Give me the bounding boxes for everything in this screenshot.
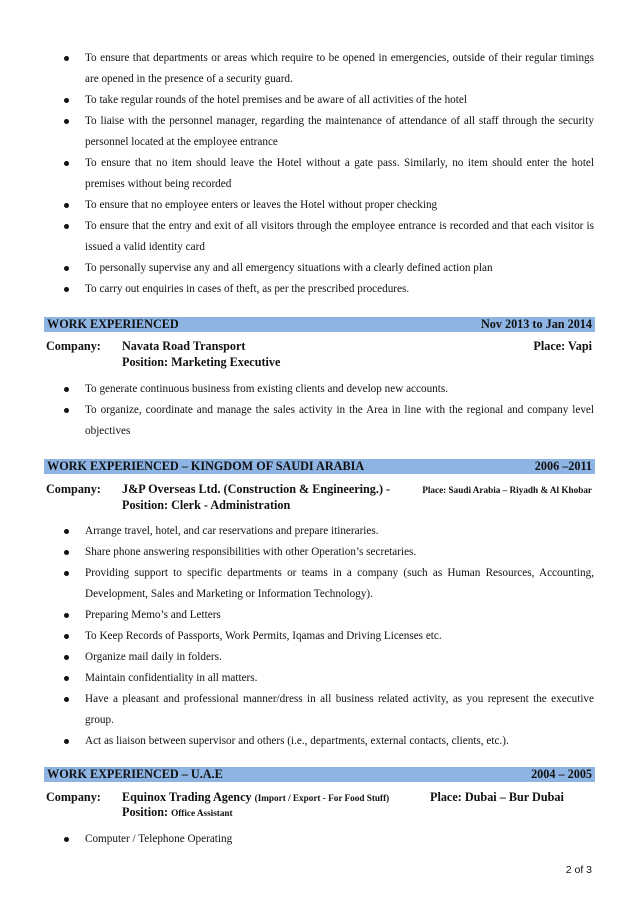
company-label: Company: <box>46 790 101 804</box>
security-duties-list <box>64 48 594 300</box>
company-detail: (Import / Export - For Food Stuff) <box>254 793 390 803</box>
company-name: J&P Overseas Ltd. (Construction & Engineering.) - <box>122 482 391 496</box>
bullet-dot-icon <box>64 287 69 292</box>
bullet-item <box>64 153 594 195</box>
bullet-text: To carry out enquiries in cases of theft, as per the prescribed procedures. <box>85 283 410 295</box>
bullet-item <box>64 216 594 258</box>
company-name: Navata Road Transport <box>122 339 246 353</box>
bullet-dot-icon <box>64 529 69 534</box>
bullet-item <box>64 626 594 647</box>
section-heading: WORK EXPERIENCED – KINGDOM OF SAUDI ARABIA <box>47 459 365 473</box>
bullet-dot-icon <box>64 387 69 392</box>
bullet-text: To take regular rounds of the hotel premises and be aware of all activities of the hotel <box>85 94 467 106</box>
position-label: Position: <box>122 805 169 819</box>
bullet-text: To personally supervise any and all emergency situations with a clearly defined action plan <box>85 262 493 274</box>
bullet-text: Arrange travel, hotel, and car reservations and prepare itineraries. <box>85 525 379 537</box>
bullet-item <box>64 605 594 626</box>
bullet-item <box>64 400 594 442</box>
position-text: Position: Marketing Executive <box>122 355 281 369</box>
bullet-dot-icon <box>64 739 69 744</box>
job1-duties-list <box>64 379 594 442</box>
company-label: Company: <box>46 339 101 353</box>
bullet-item <box>64 668 594 689</box>
bullet-item <box>64 563 594 605</box>
bullet-text: To ensure that no item should leave the Hotel without a gate pass. Similarly, no item should enter the hotel premises without being recorded <box>85 157 594 190</box>
position-line <box>122 805 233 820</box>
bullet-text: Act as liaison between supervisor and others (i.e., departments, external contacts, clients, etc.). <box>85 735 509 747</box>
company-name: Equinox Trading Agency <box>122 790 252 804</box>
section-bar-work-experience-2 <box>44 459 595 474</box>
section-dates: 2004 – 2005 <box>531 767 592 781</box>
bullet-item <box>64 90 594 111</box>
bullet-text: Providing support to specific departments or teams in a company (such as Human Resources, Accounting, Development, Sales and Marketing or Information Technology). <box>85 567 594 600</box>
section-bar-work-experience-1 <box>44 317 595 332</box>
bullet-text: To ensure that the entry and exit of all visitors through the employee entrance is recorded and that each visitor is issued a valid identity card <box>85 220 594 253</box>
section-dates: Nov 2013 to Jan 2014 <box>480 317 592 331</box>
bullet-dot-icon <box>64 655 69 660</box>
bullet-dot-icon <box>64 697 69 702</box>
bullet-text: Preparing Memo’s and Letters <box>85 609 221 621</box>
bullet-text: To Keep Records of Passports, Work Permits, Iqamas and Driving Licenses etc. <box>85 630 442 642</box>
bullet-text: To ensure that departments or areas which require to be opened in emergencies, outside of their regular timings are opened in the presence of a security guard. <box>85 52 594 85</box>
bullet-dot-icon <box>64 56 69 61</box>
bullet-item <box>64 379 594 400</box>
bullet-text: To ensure that no employee enters or leaves the Hotel without proper checking <box>85 199 438 211</box>
bullet-text: To generate continuous business from existing clients and develop new accounts. <box>85 383 449 395</box>
bullet-item <box>64 647 594 668</box>
bullet-dot-icon <box>64 266 69 271</box>
place-text: Place: Dubai – Bur Dubai <box>430 790 564 804</box>
bullet-text: Maintain confidentiality in all matters. <box>85 672 258 684</box>
bullet-item <box>64 279 594 300</box>
bullet-dot-icon <box>64 550 69 555</box>
place-text: Place: Saudi Arabia – Riyadh & Al Khobar <box>422 485 592 495</box>
bullet-text: Have a pleasant and professional manner/dress in all business related activity, as you represent the executive group. <box>85 693 594 726</box>
bullet-item <box>64 195 594 216</box>
bullet-dot-icon <box>64 161 69 166</box>
position-text: Position: Clerk - Administration <box>122 498 291 512</box>
bullet-item <box>64 542 594 563</box>
bullet-dot-icon <box>64 837 69 842</box>
page-number: 2 of 3 <box>565 864 592 876</box>
bullet-dot-icon <box>64 613 69 618</box>
section-dates: 2006 –2011 <box>534 459 592 473</box>
bullet-dot-icon <box>64 408 69 413</box>
bullet-dot-icon <box>64 119 69 124</box>
company-label: Company: <box>46 482 101 496</box>
position-title: Office Assistant <box>171 808 233 818</box>
bullet-text: Share phone answering responsibilities with other Operation’s secretaries. <box>85 546 417 558</box>
place-text: Place: Vapi <box>533 339 592 353</box>
bullet-item <box>64 258 594 279</box>
company-name-line <box>122 790 389 805</box>
bullet-text: Organize mail daily in folders. <box>85 651 222 663</box>
bullet-text: Computer / Telephone Operating <box>85 833 233 845</box>
bullet-dot-icon <box>64 571 69 576</box>
bullet-dot-icon <box>64 676 69 681</box>
bullet-text: To organize, coordinate and manage the sales activity in the Area in line with the regional and company level objectives <box>85 404 594 437</box>
bullet-item <box>64 48 594 90</box>
bullet-item <box>64 731 594 752</box>
job3-duties-list <box>64 829 594 850</box>
job2-duties-list <box>64 521 594 752</box>
section-heading: WORK EXPERIENCED – U.A.E <box>47 767 223 781</box>
section-bar-work-experience-3 <box>44 767 595 782</box>
bullet-dot-icon <box>64 634 69 639</box>
section-heading: WORK EXPERIENCED <box>47 317 179 331</box>
bullet-item <box>64 111 594 153</box>
bullet-dot-icon <box>64 224 69 229</box>
bullet-item <box>64 689 594 731</box>
bullet-dot-icon <box>64 203 69 208</box>
bullet-item <box>64 521 594 542</box>
bullet-text: To liaise with the personnel manager, regarding the maintenance of attendance of all staff through the security personnel located at the employee entrance <box>85 115 594 148</box>
bullet-item <box>64 829 594 850</box>
bullet-dot-icon <box>64 98 69 103</box>
